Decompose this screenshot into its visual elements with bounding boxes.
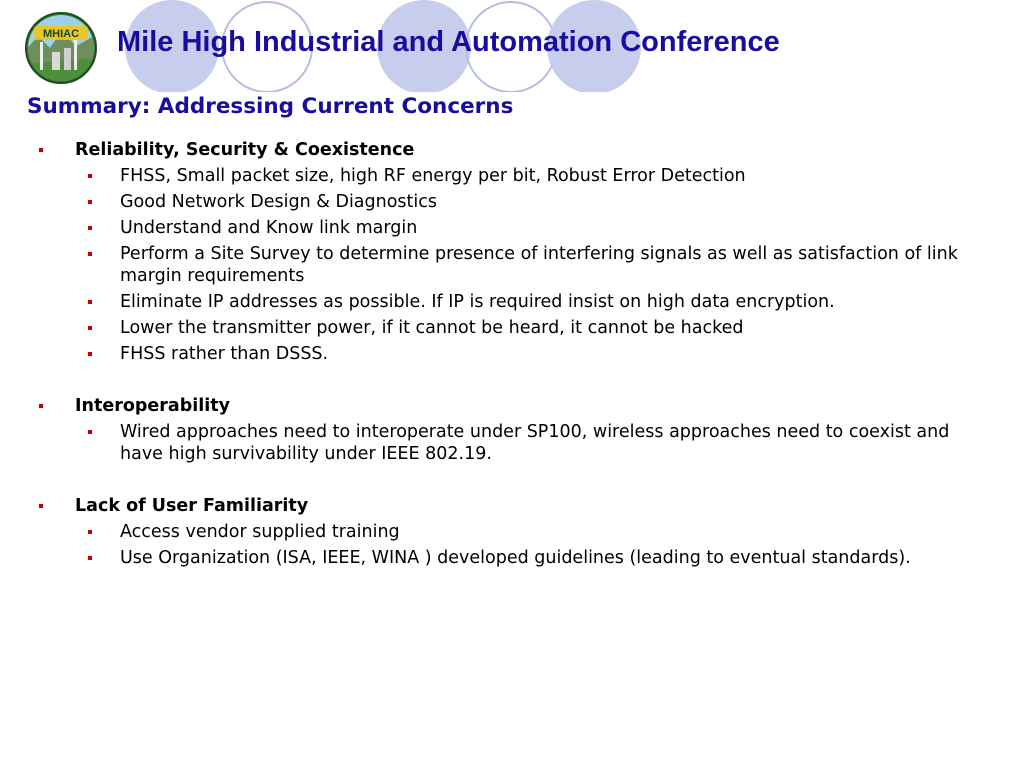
- list-item: [0, 191, 1024, 213]
- bullet-square-icon: [88, 352, 92, 356]
- bullet-square-icon: [88, 430, 92, 434]
- list-item: [0, 291, 1024, 313]
- bullet-square-icon: [88, 252, 92, 256]
- item-text: Good Network Design & Diagnostics: [120, 192, 438, 212]
- list-item: [0, 547, 1024, 569]
- slide-title: Summary: Addressing Current Concerns: [27, 94, 514, 119]
- bullet-square-icon: [88, 556, 92, 560]
- item-text: Eliminate IP addresses as possible. If IP is required insist on high data encryption.: [120, 292, 835, 312]
- item-text: Access vendor supplied training: [120, 522, 400, 542]
- bullet-square-icon: [88, 326, 92, 330]
- bullet-square-icon: [39, 504, 43, 508]
- mhiac-logo: [24, 12, 98, 84]
- heading-text: Interoperability: [75, 396, 230, 416]
- heading-text: Reliability, Security & Coexistence: [75, 140, 415, 160]
- bullet-square-icon: [39, 148, 43, 152]
- list-item: [0, 317, 1024, 339]
- bullet-square-icon: [88, 300, 92, 304]
- bullet-square-icon: [88, 530, 92, 534]
- item-text: Use Organization (ISA, IEEE, WINA ) developed guidelines (leading to eventual standards).: [120, 548, 911, 568]
- heading-text: Lack of User Familiarity: [75, 496, 309, 516]
- list-item: [0, 521, 1024, 543]
- section-heading: [0, 495, 1024, 521]
- item-text: FHSS rather than DSSS.: [120, 344, 329, 364]
- item-text: Wired approaches need to interoperate under SP100, wireless approaches need to coexist and have high survivability under IEEE 802.19.: [120, 422, 950, 464]
- list-item: [0, 165, 1024, 187]
- section-spacer: [0, 369, 1024, 395]
- bullet-square-icon: [88, 200, 92, 204]
- list-item: [0, 243, 1024, 287]
- section-spacer: [0, 469, 1024, 495]
- bullet-content: [0, 139, 1024, 573]
- logo-text: MHIAC: [42, 28, 80, 40]
- section-user-familiarity: [0, 495, 1024, 569]
- item-text: Perform a Site Survey to determine presence of interfering signals as well as satisfaction of link margin requirements: [120, 244, 958, 286]
- item-text: Lower the transmitter power, if it cannot be heard, it cannot be hacked: [120, 318, 744, 338]
- slide-header: [0, 0, 1024, 92]
- conference-title: Mile High Industrial and Automation Conference: [117, 26, 780, 58]
- section-heading: [0, 139, 1024, 165]
- bullet-square-icon: [88, 226, 92, 230]
- list-item: [0, 421, 1024, 465]
- item-text: Understand and Know link margin: [120, 218, 418, 238]
- section-heading: [0, 395, 1024, 421]
- bullet-square-icon: [88, 174, 92, 178]
- list-item: [0, 343, 1024, 365]
- section-reliability: [0, 139, 1024, 365]
- bullet-square-icon: [39, 404, 43, 408]
- list-item: [0, 217, 1024, 239]
- section-interoperability: [0, 395, 1024, 465]
- item-text: FHSS, Small packet size, high RF energy per bit, Robust Error Detection: [120, 166, 746, 186]
